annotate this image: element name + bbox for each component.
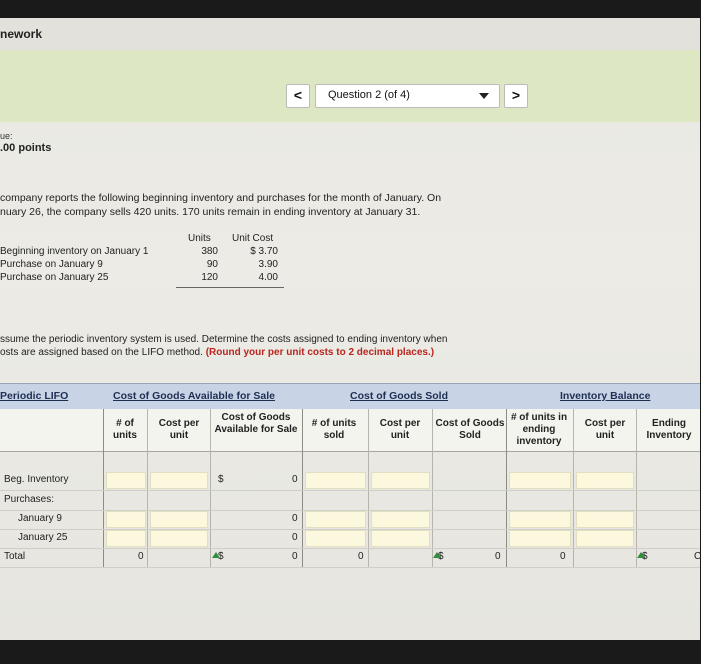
instructions-text: osts are assigned based on the LIFO method. xyxy=(0,347,206,358)
top-bar xyxy=(0,18,700,51)
available-for-sale-header: Cost of Goods Available for Sale xyxy=(113,390,276,402)
units-header: Units xyxy=(188,233,211,244)
col-units-sold: # of units sold xyxy=(311,418,357,441)
inventory-row-label: Purchase on January 9 xyxy=(0,259,103,270)
jan25-cost-ending-input[interactable] xyxy=(576,530,634,547)
inventory-row-cost: 3.90 xyxy=(258,259,278,270)
check-icon xyxy=(433,552,441,558)
jan9-cost-per-unit-input[interactable] xyxy=(150,511,208,528)
lifo-worksheet xyxy=(0,383,700,568)
question-selector[interactable] xyxy=(315,84,500,108)
table-row-january-9 xyxy=(0,510,700,530)
col-cost-per-unit-end: Cost per unit xyxy=(584,418,626,441)
inventory-row-label: Beginning inventory on January 1 xyxy=(0,246,149,257)
jan25-cost-sold-input[interactable] xyxy=(371,530,430,547)
col-cost-per-unit: Cost per unit xyxy=(158,418,200,441)
check-icon xyxy=(212,552,220,558)
beg-cost-sold-input[interactable] xyxy=(371,472,430,489)
jan9-cost-sold-input[interactable] xyxy=(371,511,430,528)
inventory-row-units: 380 xyxy=(201,246,218,257)
inventory-divider xyxy=(176,287,284,288)
jan9-cogas-value: 0 xyxy=(292,513,298,524)
cost-of-goods-sold-header: Cost of Goods Sold xyxy=(350,390,448,402)
inventory-row-units: 90 xyxy=(206,259,218,270)
jan9-cost-ending-input[interactable] xyxy=(576,511,634,528)
dollar-sign: $ xyxy=(218,474,224,485)
section-header-row xyxy=(0,383,700,410)
jan9-units-ending-input[interactable] xyxy=(509,511,571,528)
jan25-units-input[interactable] xyxy=(106,530,146,547)
table-row-beginning-inventory xyxy=(0,471,700,491)
total-units-value: 0 xyxy=(138,551,144,562)
instructions-line-2 xyxy=(0,346,560,359)
col-cogas: Cost of Goods Available for Sale xyxy=(214,412,298,435)
instructions xyxy=(0,333,560,359)
question-nav-band xyxy=(0,50,700,122)
col-units-ending: # of units in ending inventory xyxy=(510,412,568,447)
dollar-sign: $ xyxy=(218,551,224,562)
unit-cost-header: Unit Cost xyxy=(232,233,274,244)
total-cogs-value: 0 xyxy=(495,551,501,562)
beg-cost-ending-input[interactable] xyxy=(576,472,634,489)
screen xyxy=(0,18,700,640)
inventory-row-units: 120 xyxy=(201,272,218,283)
jan25-units-ending-input[interactable] xyxy=(509,530,571,547)
periodic-lifo-header: Periodic LIFO xyxy=(0,390,69,402)
col-cogs: Cost of Goods Sold xyxy=(435,418,505,441)
jan25-cogas-value: 0 xyxy=(292,532,298,543)
table-row-purchases xyxy=(0,491,700,511)
beg-units-input[interactable] xyxy=(106,472,146,489)
chevron-down-icon xyxy=(479,93,489,99)
next-question-button[interactable]: > xyxy=(504,84,528,108)
inventory-row-cost: $ 3.70 xyxy=(250,246,278,257)
inventory-row-label: Purchase on January 25 xyxy=(0,272,109,283)
row-label: Purchases: xyxy=(4,494,55,505)
problem-line-1: company reports the following beginning inventory and purchases for the month of January. On xyxy=(0,192,442,204)
row-label: Beg. Inventory xyxy=(4,474,69,485)
rounding-note: (Round your per unit costs to 2 decimal places.) xyxy=(205,347,435,358)
problem-line-2: nuary 26, the company sells 420 units. 170 units remain in ending inventory at January 31. xyxy=(0,206,421,218)
column-header-row xyxy=(0,409,700,452)
beg-units-sold-input[interactable] xyxy=(305,472,366,489)
beg-cogas-value: 0 xyxy=(292,474,298,485)
total-ending-inventory-value: C xyxy=(694,551,701,562)
jan9-units-input[interactable] xyxy=(106,511,146,528)
beg-cost-per-unit-input[interactable] xyxy=(150,472,208,489)
table-row-total xyxy=(0,548,700,568)
previous-question-button[interactable]: < xyxy=(286,84,310,108)
table-row-january-25 xyxy=(0,529,700,549)
jan9-units-sold-input[interactable] xyxy=(305,511,366,528)
check-icon xyxy=(637,552,645,558)
col-ending-inventory: Ending Inventory xyxy=(646,418,692,441)
instructions-line-1: ssume the periodic inventory system is used. Determine the costs assigned to ending inventory when xyxy=(0,334,448,345)
jan25-units-sold-input[interactable] xyxy=(305,530,366,547)
total-units-sold-value: 0 xyxy=(358,551,364,562)
total-cogas-value: 0 xyxy=(292,551,298,562)
inventory-row-cost: 4.00 xyxy=(258,272,278,283)
col-cost-per-unit-sold: Cost per unit xyxy=(379,418,421,441)
col-units: # of units xyxy=(113,418,137,441)
dollar-sign: $ xyxy=(438,551,444,562)
question-selector-label: Question 2 (of 4) xyxy=(328,89,410,101)
total-units-ending-value: 0 xyxy=(560,551,566,562)
points-label: .00 points xyxy=(0,142,52,154)
dollar-sign: $ xyxy=(642,551,648,562)
jan25-cost-per-unit-input[interactable] xyxy=(150,530,208,547)
row-label: January 25 xyxy=(18,532,68,543)
due-label: ue: xyxy=(0,131,13,141)
inventory-balance-header: Inventory Balance xyxy=(560,390,651,402)
beg-units-ending-input[interactable] xyxy=(509,472,571,489)
row-label: Total xyxy=(4,551,26,562)
app-title: nework xyxy=(0,27,43,41)
problem-text xyxy=(0,191,560,219)
row-label: January 9 xyxy=(18,513,62,524)
